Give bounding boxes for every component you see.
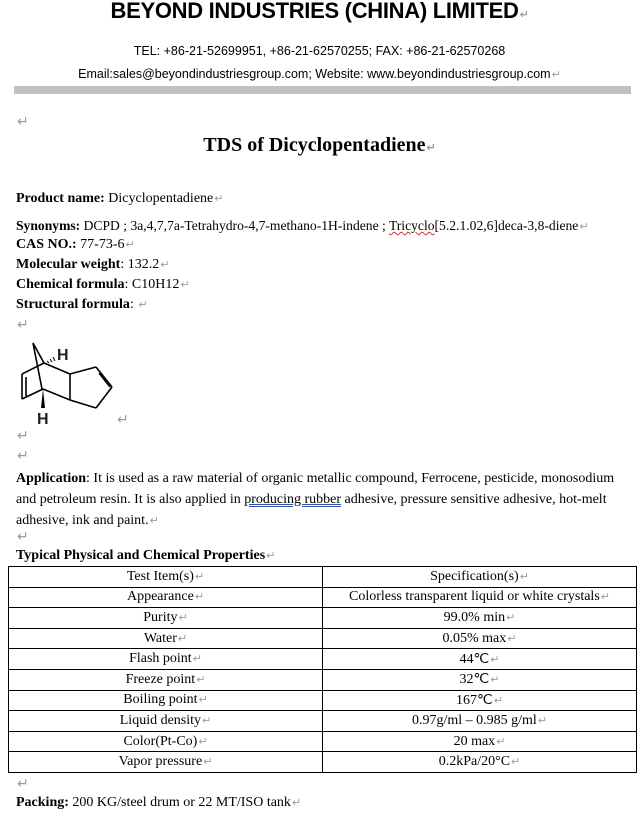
chemical-formula: Chemical formula: C10H12↵ (16, 277, 190, 292)
packing: Packing: 200 KG/steel drum or 22 MT/ISO tank↵ (16, 795, 302, 810)
specification-cell: Colorless transparent liquid or white crystals↵ (323, 587, 637, 608)
dicyclopentadiene-structure-image (14, 334, 124, 424)
specification-cell: 20 max↵ (323, 731, 637, 752)
table-row (9, 711, 637, 732)
company-name: BEYOND INDUSTRIES (CHINA) LIMITED↵ (110, 0, 529, 23)
table-row (9, 752, 637, 773)
table-row (9, 628, 637, 649)
document-title: TDS of Dicyclopentadiene↵ (203, 134, 436, 156)
test-item-cell: Flash point↵ (9, 649, 323, 670)
specification-cell: 0.2kPa/20°C↵ (323, 752, 637, 773)
empty-paragraph: ↵ (17, 529, 29, 545)
test-item-cell: Freeze point↵ (9, 669, 323, 690)
contact-email-website: Email:sales@beyondindustriesgroup.com; Website: www.beyondindustriesgroup.com↵ (78, 67, 561, 81)
header-test-item: Test Item(s)↵ (9, 567, 323, 588)
table-row (9, 669, 637, 690)
properties-table (8, 566, 637, 773)
paragraph-mark: ↵ (117, 412, 129, 428)
header-divider (14, 86, 631, 94)
specification-cell: 0.97g/ml – 0.985 g/ml↵ (323, 711, 637, 732)
specification-cell: 167℃↵ (323, 690, 637, 711)
grammar-flag[interactable]: producing rubber (244, 492, 342, 507)
table-header-row (9, 567, 637, 588)
properties-heading: Typical Physical and Chemical Properties↵ (16, 548, 276, 563)
test-item-cell: Liquid density↵ (9, 711, 323, 732)
specification-cell: 44℃↵ (323, 649, 637, 670)
empty-paragraph: ↵ (17, 114, 29, 130)
test-item-cell: Purity↵ (9, 608, 323, 629)
test-item-cell: Appearance↵ (9, 587, 323, 608)
synonyms: Synonyms: DCPD ; 3a,4,7,7a-Tetrahydro-4,7-methano-1H-indene ; Tricyclo[5.2.1.02,6]deca-3,8-diene↵ (16, 218, 589, 233)
table-row (9, 690, 637, 711)
table-row (9, 649, 637, 670)
test-item-cell: Color(Pt-Co)↵ (9, 731, 323, 752)
hydrogen-label-top: H (57, 347, 69, 364)
contact-phone-fax: TEL: +86-21-52699951, +86-21-62570255; FAX: +86-21-62570268 (133, 44, 506, 58)
test-item-cell: Vapor pressure↵ (9, 752, 323, 773)
structural-formula-label: Structural formula: ↵ (16, 297, 148, 312)
test-item-cell: Water↵ (9, 628, 323, 649)
molecular-weight: Molecular weight: 132.2↵ (16, 257, 170, 272)
product-name: Product name: Dicyclopentadiene↵ (16, 191, 224, 206)
empty-paragraph: ↵ (17, 448, 29, 464)
table-row (9, 587, 637, 608)
empty-paragraph: ↵ (17, 428, 29, 444)
spelling-flag[interactable]: Tricyclo (388, 218, 435, 233)
empty-paragraph: ↵ (17, 317, 29, 333)
table-row (9, 608, 637, 629)
header-specification: Specification(s)↵ (323, 567, 637, 588)
specification-cell: 0.05% max↵ (323, 628, 637, 649)
specification-cell: 32℃↵ (323, 669, 637, 690)
hydrogen-label-bottom: H (37, 411, 49, 424)
table-row (9, 731, 637, 752)
empty-paragraph: ↵ (17, 776, 29, 792)
specification-cell: 99.0% min↵ (323, 608, 637, 629)
test-item-cell: Boiling point↵ (9, 690, 323, 711)
application-paragraph: Application: It is used as a raw material of organic metallic compound, Ferrocene, pesticide, monosodium and petroleum resin. It is also applied in producing rubber adhesive, pressure sensitive adhesive, hot-melt adhesive, ink and paint.↵ (16, 471, 615, 528)
cas-number: CAS NO.: 77-73-6↵ (16, 237, 135, 252)
